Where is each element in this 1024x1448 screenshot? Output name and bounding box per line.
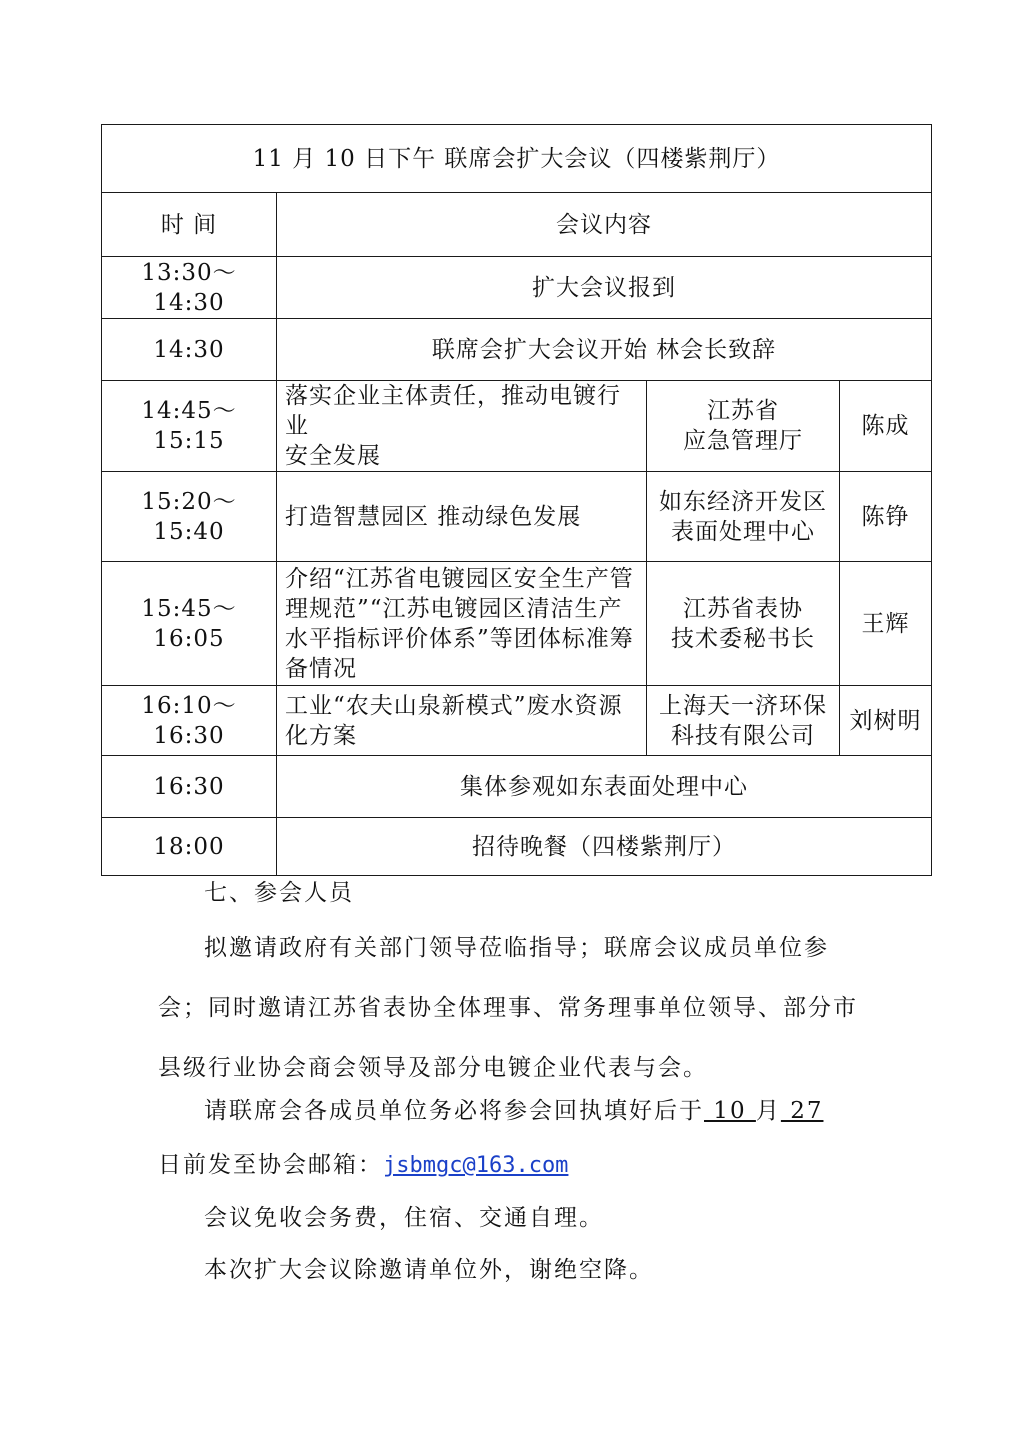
topic-line: 落实企业主体责任，推动电镀行业 [285, 383, 621, 439]
table-title: 11 月 10 日下午 联席会扩大会议（四楼紫荆厅） [102, 125, 932, 193]
section-heading: 七、参会人员 [204, 880, 354, 906]
organization-line: 技术委秘书长 [671, 625, 815, 652]
topic-line: 备情况 [285, 655, 357, 682]
topic-line: 打造智慧园区 推动绿色发展 [285, 503, 582, 530]
paragraph-line: 拟邀请政府有关部门领导莅临指导；联席会议成员单位参 [204, 935, 829, 961]
topic-line: 安全发展 [285, 443, 381, 469]
row-speaker: 陈铮 [840, 472, 932, 562]
topic-line: 介绍“江苏省电镀园区安全生产管 [285, 565, 634, 592]
organization-line: 应急管理厅 [683, 428, 803, 454]
table-row [102, 381, 932, 472]
row-time: 13:30～14:30 [102, 257, 277, 319]
deadline-month: 10 [704, 1098, 756, 1124]
row-time: 18:00 [102, 818, 277, 876]
row-topic [277, 686, 647, 756]
organization-line: 江苏省表协 [683, 595, 803, 622]
table-row [102, 756, 932, 818]
row-organization [647, 562, 840, 686]
table-row [102, 686, 932, 756]
table-header-row [102, 193, 932, 257]
row-time: 16:30 [102, 756, 277, 818]
row-time: 14:45～15:15 [102, 381, 277, 472]
topic-line: 理规范”“江苏电镀园区清洁生产 [285, 595, 623, 622]
topic-line: 工业“农夫山泉新模式”废水资源 [285, 692, 623, 719]
organization-line: 表面处理中心 [671, 518, 815, 545]
paragraph-line: 会；同时邀请江苏省表协全体理事、常务理事单位领导、部分市 [158, 995, 858, 1021]
row-topic [277, 472, 647, 562]
organization-line: 江苏省 [707, 398, 779, 424]
deadline-paragraph: 请联席会各成员单位务必将参会回执填好后于 10 月 27 日前发至协会邮箱：jsbmgc@163.com [158, 1098, 824, 1178]
row-organization [647, 686, 840, 756]
row-organization [647, 472, 840, 562]
row-time: 14:30 [102, 319, 277, 381]
row-speaker: 刘树明 [840, 686, 932, 756]
schedule-table [101, 124, 932, 876]
row-topic [277, 562, 647, 686]
fee-paragraph: 会议免收会务费，住宿、交通自理。 [204, 1205, 604, 1231]
row-topic [277, 381, 647, 472]
table-row [102, 319, 932, 381]
row-content: 集体参观如东表面处理中心 [277, 756, 932, 818]
topic-line: 水平指标评价体系”等团体标准筹 [285, 625, 634, 652]
email-link[interactable]: jsbmgc@163.com [383, 1153, 569, 1178]
no-walkin-paragraph: 本次扩大会议除邀请单位外，谢绝空降。 [204, 1257, 654, 1283]
row-time: 15:20～15:40 [102, 472, 277, 562]
organization-line: 如东经济开发区 [659, 488, 827, 515]
table-row [102, 257, 932, 319]
row-time: 16:10～16:30 [102, 686, 277, 756]
deadline-day: 27 [780, 1098, 824, 1124]
row-content: 扩大会议报到 [277, 257, 932, 319]
attendees-paragraph [158, 918, 878, 1098]
table-title-row [102, 125, 932, 193]
paragraph-line: 县级行业协会商会领导及部分电镀企业代表与会。 [158, 1055, 708, 1081]
row-speaker: 王辉 [840, 562, 932, 686]
row-content: 招待晚餐（四楼紫荆厅） [277, 818, 932, 876]
header-content: 会议内容 [277, 193, 932, 257]
organization-line: 科技有限公司 [671, 722, 815, 749]
topic-line: 化方案 [285, 722, 357, 749]
row-content: 联席会扩大会议开始 林会长致辞 [277, 319, 932, 381]
row-speaker: 陈成 [840, 381, 932, 472]
header-time: 时 间 [102, 193, 277, 257]
organization-line: 上海天一济环保 [659, 692, 827, 719]
row-time: 15:45～16:05 [102, 562, 277, 686]
table-row [102, 472, 932, 562]
row-organization [647, 381, 840, 472]
table-row [102, 562, 932, 686]
